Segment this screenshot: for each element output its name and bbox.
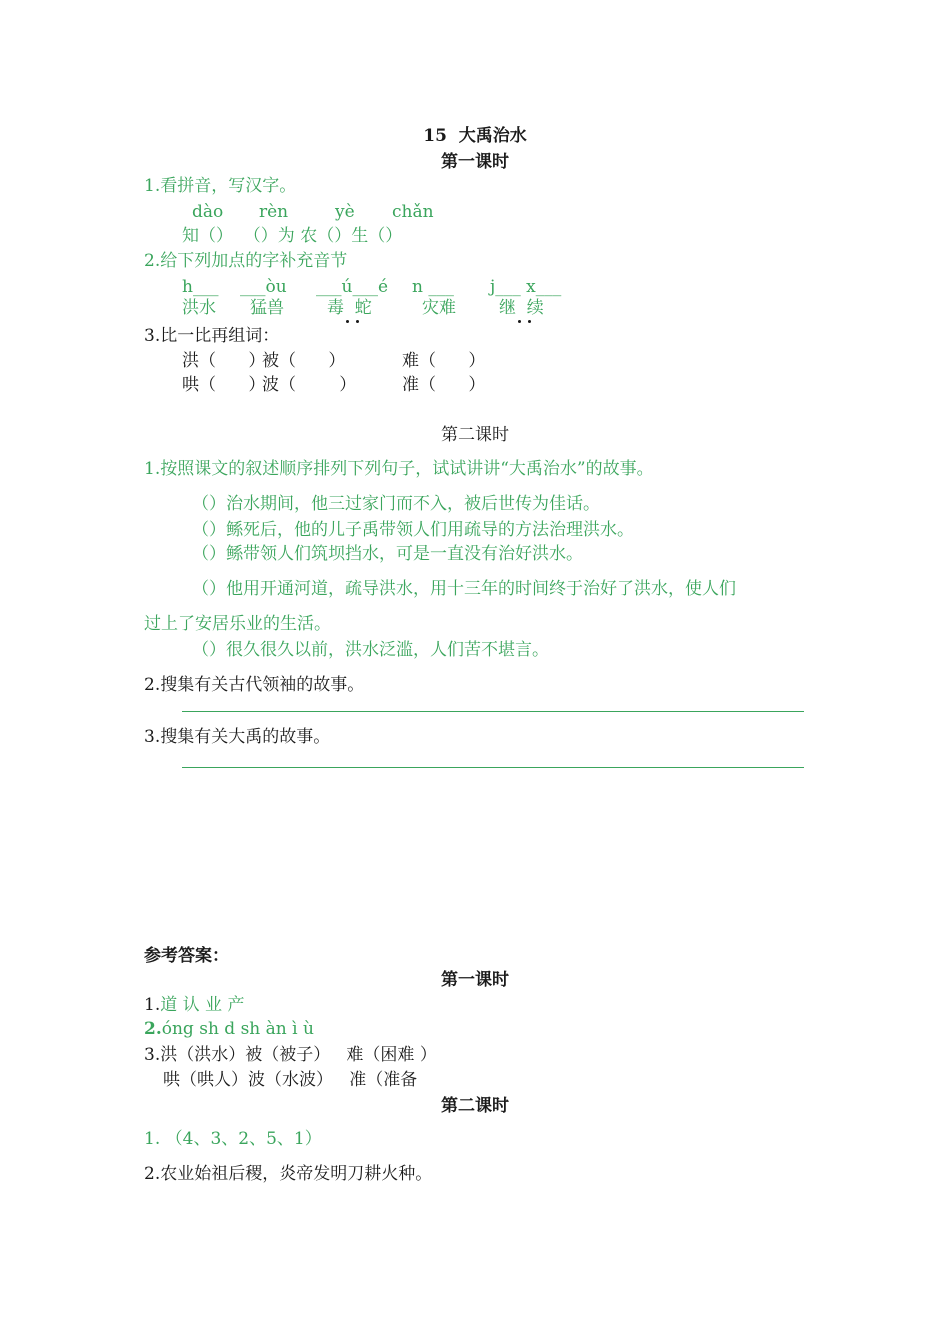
emphasis-dot	[356, 320, 359, 323]
answers-heading: 参考答案：	[144, 946, 229, 966]
compare-zhun: 准（ ）	[402, 375, 486, 395]
blank-dushe: ___ú___é	[316, 277, 389, 297]
sentence-item: （）治水期间，他三过家门而不入，被后世传为佳话。	[192, 494, 600, 514]
word-zainan: 灾难	[422, 298, 456, 318]
answer-b2: 2.农业始祖后稷，炎帝发明刀耕火种。	[144, 1164, 433, 1184]
answer-3-line1: 3.洪（洪水）被（被子） 难（困难 ）	[144, 1045, 437, 1065]
blank-hong: h___	[182, 277, 219, 297]
answers-lesson1-heading: 第一课时	[441, 970, 509, 990]
answer-2-text: óng sh d sh àn ì ù	[161, 1019, 314, 1039]
page-title: 15 大禹治水	[423, 126, 527, 146]
emphasis-dot	[518, 320, 521, 323]
compare-bo: 波（ ）	[262, 375, 357, 395]
blank-jixu: j___ x___	[490, 277, 562, 297]
l2-q1-label: 1.按照课文的叙述顺序排列下列句子，试试讲讲“大禹治水”的故事。	[144, 459, 654, 479]
compare-nan: 难（ ）	[402, 351, 486, 371]
compare-bei: 被（ ）	[262, 351, 346, 371]
answers-lesson2-heading: 第二课时	[441, 1096, 509, 1116]
pinyin-ren: rèn	[259, 202, 289, 222]
answer-2-number: 2.	[144, 1019, 162, 1039]
q2-label: 2.给下列加点的字补充音节	[144, 251, 348, 271]
answer-2	[144, 1021, 314, 1038]
word-dushe: 毒 蛇	[327, 298, 372, 318]
pinyin-dao: dào	[192, 202, 224, 222]
blank-shou: ___òu	[240, 277, 287, 297]
q3-label: 3.比一比再组词：	[144, 326, 280, 346]
lesson1-heading: 第一课时	[441, 152, 509, 172]
sentence-item: （）鲧死后，他的儿子禹带领人们用疏导的方法治理洪水。	[192, 520, 634, 540]
l2-q3-label: 3.搜集有关大禹的故事。	[144, 727, 331, 747]
q1-label: 1.看拼音，写汉字。	[144, 176, 297, 196]
word-jixu: 继 续	[499, 298, 544, 318]
answer-3-line2: 哄（哄人）波（水波） 准（准备	[163, 1070, 418, 1090]
answer-line	[182, 711, 804, 712]
q1-fill-line: 知（） （）为 农（）生（）	[182, 226, 403, 246]
lesson2-heading: 第二课时	[441, 425, 509, 445]
word-mengshou: 猛兽	[250, 298, 284, 318]
compare-hong: 洪（ ）	[182, 351, 266, 371]
pinyin-ye: yè	[335, 202, 355, 222]
answer-b1: 1. （4、3、2、5、1）	[144, 1129, 322, 1149]
word-hongshui: 洪水	[182, 298, 216, 318]
sentence-item: （）他用开通河道，疏导洪水，用十三年的时间终于治好了洪水，使人们	[192, 579, 736, 599]
pinyin-chan: chǎn	[392, 202, 434, 222]
emphasis-dot	[528, 320, 531, 323]
sentence-continuation: 过上了安居乐业的生活。	[144, 614, 331, 634]
compare-hong2: 哄（ ）	[182, 375, 266, 395]
sentence-item: （）很久很久以前，洪水泛滥，人们苦不堪言。	[192, 640, 549, 660]
l2-q2-label: 2.搜集有关古代领袖的故事。	[144, 675, 365, 695]
blank-nan: n ___	[412, 277, 454, 297]
sentence-item: （）鲧带领人们筑坝挡水，可是一直没有治好洪水。	[192, 544, 583, 564]
answer-1-text: 道 认 业 产	[160, 995, 245, 1015]
answer-line	[182, 767, 804, 768]
answer-1-number: 1.	[144, 995, 161, 1015]
answer-1	[144, 997, 244, 1014]
emphasis-dot	[346, 320, 349, 323]
